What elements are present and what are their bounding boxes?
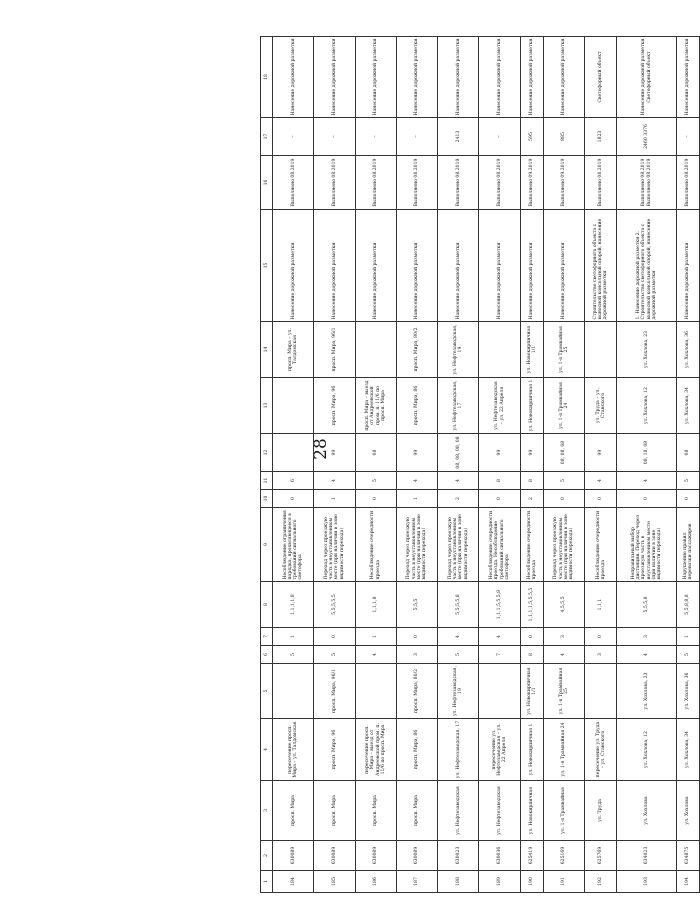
table-cell-col-6: 5: [438, 646, 479, 664]
table-cell-col-12: 08, 18, 08: [617, 434, 676, 472]
table-cell-col-16: Выполнено 08.2019: [273, 156, 314, 210]
table-cell-col-15: Нанесение дорожной разметки: [479, 210, 520, 322]
rotated-table-sheet: [260, 37, 700, 893]
table-cell-col-16: Выполнено 08.2019: [479, 156, 520, 210]
table-cell-col-5: ул. Нефтезаводская, 19: [438, 664, 479, 719]
table-cell-col-13: ул. Хохлова, 12: [617, 378, 676, 434]
table-cell-col-18: Нанесение дорожной разметки: [273, 37, 314, 118]
table-cell-col-3: просп. Мира: [314, 781, 355, 841]
table-cell-col-5: ул. Хохлова, 36: [676, 664, 699, 719]
table-cell-col-2: 634875: [676, 841, 699, 871]
table-cell-col-9: Несоблюдение очередности проезда: [520, 508, 543, 582]
table-cell-col-2: 625169: [543, 841, 584, 871]
table-row: [520, 37, 543, 893]
table-cell-col-2: 630089: [273, 841, 314, 871]
table-cell-col-6: 7: [479, 646, 520, 664]
table-cell-col-14: ул. 1-я Трамвайная 25: [543, 322, 584, 378]
column-header: 11: [261, 472, 273, 490]
table-cell-col-4: просп. Мира, 86: [396, 719, 437, 781]
table-cell-col-13: просп. Мира – выезд от Андреевской пром. п. 11/6 по просп. Мира: [355, 378, 396, 434]
table-cell-col-11: 8: [520, 472, 543, 490]
table-cell-col-7: 4: [438, 628, 479, 646]
table-cell-col-5: ул. 1-я Трамвайная 25: [543, 664, 584, 719]
column-header: 5: [261, 664, 273, 719]
table-row: [273, 37, 314, 893]
table-cell-col-6: 8: [520, 646, 543, 664]
table-cell-col-1: 189: [479, 871, 520, 893]
table-cell-col-4: ул. 1-я Трамвайная 24: [543, 719, 584, 781]
table-cell-col-3: ул. Хохлова: [617, 781, 676, 841]
table-cell-col-12: 99: [520, 434, 543, 472]
table-cell-col-9: Несоблюдение очередности проезда: [355, 508, 396, 582]
table-cell-col-11: 8: [479, 472, 520, 490]
table-cell-col-18: Нанесение дорожной разметки: [479, 37, 520, 118]
table-cell-col-13: ул. Нефтезаводская – ул. 22 Апреля: [479, 378, 520, 434]
table-cell-col-14: ул. Новокирпичная 1/1: [520, 322, 543, 378]
table-cell-col-13: ул. Труда – ул. Станского: [585, 378, 617, 434]
table-cell-col-13: [273, 378, 314, 434]
table-cell-col-8: 1,1,1,1,5,5,5,5: [520, 582, 543, 628]
table-row: [314, 37, 355, 893]
column-header: 17: [261, 118, 273, 156]
table-cell-col-2: 630036: [479, 841, 520, 871]
table-body: [261, 37, 700, 893]
table-cell-col-2: 630023: [438, 841, 479, 871]
table-cell-col-9: Нарушение правил перевозки пассажиров: [676, 508, 699, 582]
table-cell-col-17: –: [355, 118, 396, 156]
table-cell-col-9: Несоблюдение ограничения порядка, проявляющееся в требований сигнального светофора: [273, 508, 314, 582]
column-header: 13: [261, 378, 273, 434]
table-cell-col-3: ул. Труда: [585, 781, 617, 841]
table-cell-col-15: Нанесение дорожной разметки: [543, 210, 584, 322]
table-cell-col-11: 5: [355, 472, 396, 490]
column-header: 18: [261, 37, 273, 118]
table-cell-col-4: пересечение просп. Мира – выезд от Андреевской пром. п. 11/6 по просп. Мира: [355, 719, 396, 781]
column-header: 3: [261, 781, 273, 841]
table-cell-col-17: 1823: [585, 118, 617, 156]
table-cell-col-11: 4: [438, 472, 479, 490]
table-cell-col-3: просп. Мира: [396, 781, 437, 841]
table-cell-col-9: Переход через проезжую часть в неустановленном месте (при наличии в зоне видимости перехода): [438, 508, 479, 582]
table-cell-col-10: 0: [479, 490, 520, 508]
table-cell-col-17: –: [676, 118, 699, 156]
table-cell-col-8: 1,1,1,8: [355, 582, 396, 628]
table-row: [479, 37, 520, 893]
table-cell-col-16: Выполнено 08.2019: [314, 156, 355, 210]
table-cell-col-2: 630089: [314, 841, 355, 871]
table-cell-col-14: просп. Мира – ул. Талдомская: [273, 322, 314, 378]
table-cell-col-3: ул. Новокирпичная: [520, 781, 543, 841]
table-cell-col-11: 4: [396, 472, 437, 490]
table-cell-col-11: 5: [676, 472, 699, 490]
table-row: [676, 37, 699, 893]
table-cell-col-12: 99: [314, 434, 355, 472]
column-header: 12: [261, 434, 273, 472]
table-cell-col-18: Светофорный объект: [585, 37, 617, 118]
table-cell-col-18: Нанесение дорожной разметки: [438, 37, 479, 118]
road-works-table: [260, 36, 700, 893]
table-cell-col-13: ул. Хохлова, 34: [676, 378, 699, 434]
table-cell-col-4: ул. Нефтезаводская, 17: [438, 719, 479, 781]
table-cell-col-12: 08, 08, 08, 08: [438, 434, 479, 472]
table-cell-col-4: ул. Хохлова, 34: [676, 719, 699, 781]
table-cell-col-18: Нанесение дорожной разметки: [520, 37, 543, 118]
table-cell-col-1: 186: [355, 871, 396, 893]
table-cell-col-3: ул. Хохлова: [676, 781, 699, 841]
table-cell-col-7: 3: [617, 628, 676, 646]
table-cell-col-8: 4,5,5,5: [543, 582, 584, 628]
table-cell-col-9: Переход через проезжую часть в неустановленном месте (при наличии в зоне видимости перехода): [543, 508, 584, 582]
table-cell-col-10: 1: [314, 490, 355, 508]
table-cell-col-12: 08, 08, 08: [543, 434, 584, 472]
table-cell-col-9: Неправильный выбор дистанции. Переход через проезжую часть в неустановленном месте (при наличии в зоне видимости перехода): [617, 508, 676, 582]
table-cell-col-10: 0: [617, 490, 676, 508]
table-cell-col-6: 3: [396, 646, 437, 664]
table-cell-col-16: Выполнено 08.2019: [355, 156, 396, 210]
table-cell-col-7: 3: [543, 628, 584, 646]
table-cell-col-8: 1,1,1: [585, 582, 617, 628]
table-cell-col-3: ул. 1-я Трамвайная: [543, 781, 584, 841]
table-cell-col-12: 99: [585, 434, 617, 472]
table-cell-col-16: Выполнено 08.2019: [396, 156, 437, 210]
table-cell-col-16: Выполнено 08.2019: [438, 156, 479, 210]
table-cell-col-5: ул. Хохлова, 23: [617, 664, 676, 719]
column-header: 14: [261, 322, 273, 378]
table-cell-col-2: 634023: [617, 841, 676, 871]
table-cell-col-10: 1: [396, 490, 437, 508]
table-cell-col-12: 99: [479, 434, 520, 472]
table-cell-col-18: Нанесение дорожной разметки Светофорный объект: [617, 37, 676, 118]
table-cell-col-2: 625419: [520, 841, 543, 871]
table-cell-col-16: Выполнено 08.2019: [676, 156, 699, 210]
table-cell-col-8: 1,1,1,1,8: [273, 582, 314, 628]
table-cell-col-7: 0: [314, 628, 355, 646]
column-header: 10: [261, 490, 273, 508]
table-cell-col-7: 1: [355, 628, 396, 646]
table-cell-col-13: ул. Новокирпичная 1: [520, 378, 543, 434]
table-cell-col-5: просп. Мира, 96/1: [314, 664, 355, 719]
table-cell-col-9: Несоблюдение очередности проезда. Несоблюдение требований сигнального светофора: [479, 508, 520, 582]
column-header: 7: [261, 628, 273, 646]
table-row: [543, 37, 584, 893]
table-cell-col-17: 2460 3376: [617, 118, 676, 156]
table-cell-col-1: 191: [543, 871, 584, 893]
table-cell-col-17: 2413: [438, 118, 479, 156]
table-cell-col-16: Выполнено 09.2019: [520, 156, 543, 210]
table-cell-col-15: 1. Нанесение дорожной разметки 2. Строительство светофорного объекта с выносной консольной опорой, нанесение дорожной разметки: [617, 210, 676, 322]
column-header: 6: [261, 646, 273, 664]
table-cell-col-3: ул. Нефтезаводская: [438, 781, 479, 841]
table-row: [585, 37, 617, 893]
table-cell-col-15: Нанесение дорожной разметки: [520, 210, 543, 322]
table-cell-col-8: 5,5,5,8: [617, 582, 676, 628]
table-cell-col-11: 4: [585, 472, 617, 490]
table-cell-col-17: –: [479, 118, 520, 156]
table-cell-col-12: 08: [355, 434, 396, 472]
table-cell-col-10: 0: [355, 490, 396, 508]
table-cell-col-1: 193: [617, 871, 676, 893]
page-number: 28: [311, 438, 331, 460]
table-cell-col-13: просп. Мира, 86: [396, 378, 437, 434]
table-cell-col-10: 0: [273, 490, 314, 508]
table-cell-col-6: 5: [676, 646, 699, 664]
table-cell-col-4: пересечение ул. Труда – ул. Станского: [585, 719, 617, 781]
table-cell-col-14: ул. Хохлова, 36: [676, 322, 699, 378]
table-cell-col-4: просп. Мира, 96: [314, 719, 355, 781]
table-cell-col-1: 190: [520, 871, 543, 893]
table-cell-col-13: ул. Нефтезаводская, 17: [438, 378, 479, 434]
table-cell-col-18: Нанесение дорожной разметки: [543, 37, 584, 118]
table-cell-col-7: 1: [273, 628, 314, 646]
table-cell-col-6: 3: [585, 646, 617, 664]
table-cell-col-14: ул. Нефтезаводская, 19: [438, 322, 479, 378]
table-cell-col-8: 5,5,5: [396, 582, 437, 628]
table-cell-col-5: [355, 664, 396, 719]
table-cell-col-15: Нанесение дорожной разметки: [314, 210, 355, 322]
table-cell-col-18: Нанесение дорожной разметки: [314, 37, 355, 118]
column-header: 9: [261, 508, 273, 582]
table-cell-col-14: [585, 322, 617, 378]
table-cell-col-15: Нанесение дорожной разметки: [355, 210, 396, 322]
table-cell-col-11: 4: [314, 472, 355, 490]
table-cell-col-16: Выполнено 09.2019: [543, 156, 584, 210]
table-cell-col-5: [273, 664, 314, 719]
table-cell-col-9: Несоблюдение очередности проезда: [585, 508, 617, 582]
table-cell-col-15: Нанесение дорожной разметки: [676, 210, 699, 322]
table-cell-col-7: 0: [520, 628, 543, 646]
table-cell-col-5: просп. Мира, 80/2: [396, 664, 437, 719]
column-header: 4: [261, 719, 273, 781]
table-cell-col-5: ул. Новокирпичная 1/1: [520, 664, 543, 719]
table-cell-col-1: 194: [676, 871, 699, 893]
table-cell-col-10: 2: [438, 490, 479, 508]
table-cell-col-17: 885: [543, 118, 584, 156]
table-row: [617, 37, 676, 893]
table-cell-col-16: Выполнено 08.2019: [585, 156, 617, 210]
table-cell-col-15: Нанесение дорожной разметки: [438, 210, 479, 322]
table-cell-col-2: 630089: [396, 841, 437, 871]
table-cell-col-14: [355, 322, 396, 378]
table-cell-col-12: [273, 434, 314, 472]
table-cell-col-4: пересечение просп. Мира – ул. Талдомская: [273, 719, 314, 781]
table-cell-col-14: просп. Мира, 80/2: [396, 322, 437, 378]
table-cell-col-1: 192: [585, 871, 617, 893]
table-cell-col-17: –: [314, 118, 355, 156]
table-cell-col-7: 1: [676, 628, 699, 646]
table-cell-col-11: 5: [543, 472, 584, 490]
table-cell-col-10: 2: [520, 490, 543, 508]
table-cell-col-8: 1,1,1,5,5,5,8: [479, 582, 520, 628]
table-row: [396, 37, 437, 893]
table-cell-col-7: 4: [479, 628, 520, 646]
table-cell-col-4: пересечение ул. Нефтезаводская – ул. 22 Апреля: [479, 719, 520, 781]
table-cell-col-4: ул. Новокирпичная 1: [520, 719, 543, 781]
table-cell-col-14: ул. Хохлова, 23: [617, 322, 676, 378]
table-cell-col-7: 0: [585, 628, 617, 646]
table-cell-col-10: 0: [543, 490, 584, 508]
column-header: 15: [261, 210, 273, 322]
column-header: 1: [261, 871, 273, 893]
table-cell-col-11: 4: [617, 472, 676, 490]
table-row: [355, 37, 396, 893]
table-cell-col-6: 4: [617, 646, 676, 664]
table-cell-col-2: 630089: [355, 841, 396, 871]
table-cell-col-16: Выполнено 08.2019 Выполнено 08.2019: [617, 156, 676, 210]
table-cell-col-3: ул. Нефтезаводская: [479, 781, 520, 841]
table-cell-col-5: [479, 664, 520, 719]
column-header: 8: [261, 582, 273, 628]
table-cell-col-1: 185: [314, 871, 355, 893]
table-cell-col-17: 595: [520, 118, 543, 156]
table-cell-col-10: 0: [585, 490, 617, 508]
table-cell-col-14: [479, 322, 520, 378]
table-cell-col-7: 0: [396, 628, 437, 646]
table-cell-col-1: 188: [438, 871, 479, 893]
table-cell-col-10: 0: [676, 490, 699, 508]
table-cell-col-9: Переход через проезжую часть в неустановленном месте (при наличии в зоне видимости перехода): [396, 508, 437, 582]
table-cell-col-9: Переход через проезжую часть в неустановленном месте (при наличии в зоне видимости перехода): [314, 508, 355, 582]
table-cell-col-8: 5,5,5,5,5: [314, 582, 355, 628]
table-cell-col-8: 5,5,8,8,8: [676, 582, 699, 628]
column-header: 16: [261, 156, 273, 210]
table-cell-col-18: Нанесение дорожной разметки: [676, 37, 699, 118]
table-cell-col-2: 625769: [585, 841, 617, 871]
table-cell-col-12: 99: [396, 434, 437, 472]
table-cell-col-1: 187: [396, 871, 437, 893]
table-cell-col-15: Нанесение дорожной разметки: [396, 210, 437, 322]
table-cell-col-13: просп. Мира, 96: [314, 378, 355, 434]
table-cell-col-17: –: [273, 118, 314, 156]
table-cell-col-6: 5: [314, 646, 355, 664]
table-cell-col-17: –: [396, 118, 437, 156]
table-cell-col-12: 08: [676, 434, 699, 472]
table-cell-col-6: 4: [355, 646, 396, 664]
table-cell-col-1: 184: [273, 871, 314, 893]
table-cell-col-15: Строительство светофорного объекта с выносной консольной опорой, нанесение дорожной разметки: [585, 210, 617, 322]
table-cell-col-14: просп. Мира, 96/1: [314, 322, 355, 378]
table-cell-col-8: 5,5,5,5,8: [438, 582, 479, 628]
table-cell-col-3: просп. Мира: [355, 781, 396, 841]
table-cell-col-4: ул. Хохлова, 12: [617, 719, 676, 781]
header-row: [261, 37, 273, 893]
table-cell-col-6: 4: [543, 646, 584, 664]
table-cell-col-5: [585, 664, 617, 719]
table-cell-col-18: Нанесение дорожной разметки: [396, 37, 437, 118]
table-cell-col-15: Нанесение дорожной разметки: [273, 210, 314, 322]
table-cell-col-6: 5: [273, 646, 314, 664]
column-header: 2: [261, 841, 273, 871]
table-cell-col-18: Нанесение дорожной разметки: [355, 37, 396, 118]
table-cell-col-11: 6: [273, 472, 314, 490]
table-cell-col-3: просп. Мира: [273, 781, 314, 841]
table-cell-col-13: ул. 1-я Трамвайная 24: [543, 378, 584, 434]
table-row: [438, 37, 479, 893]
